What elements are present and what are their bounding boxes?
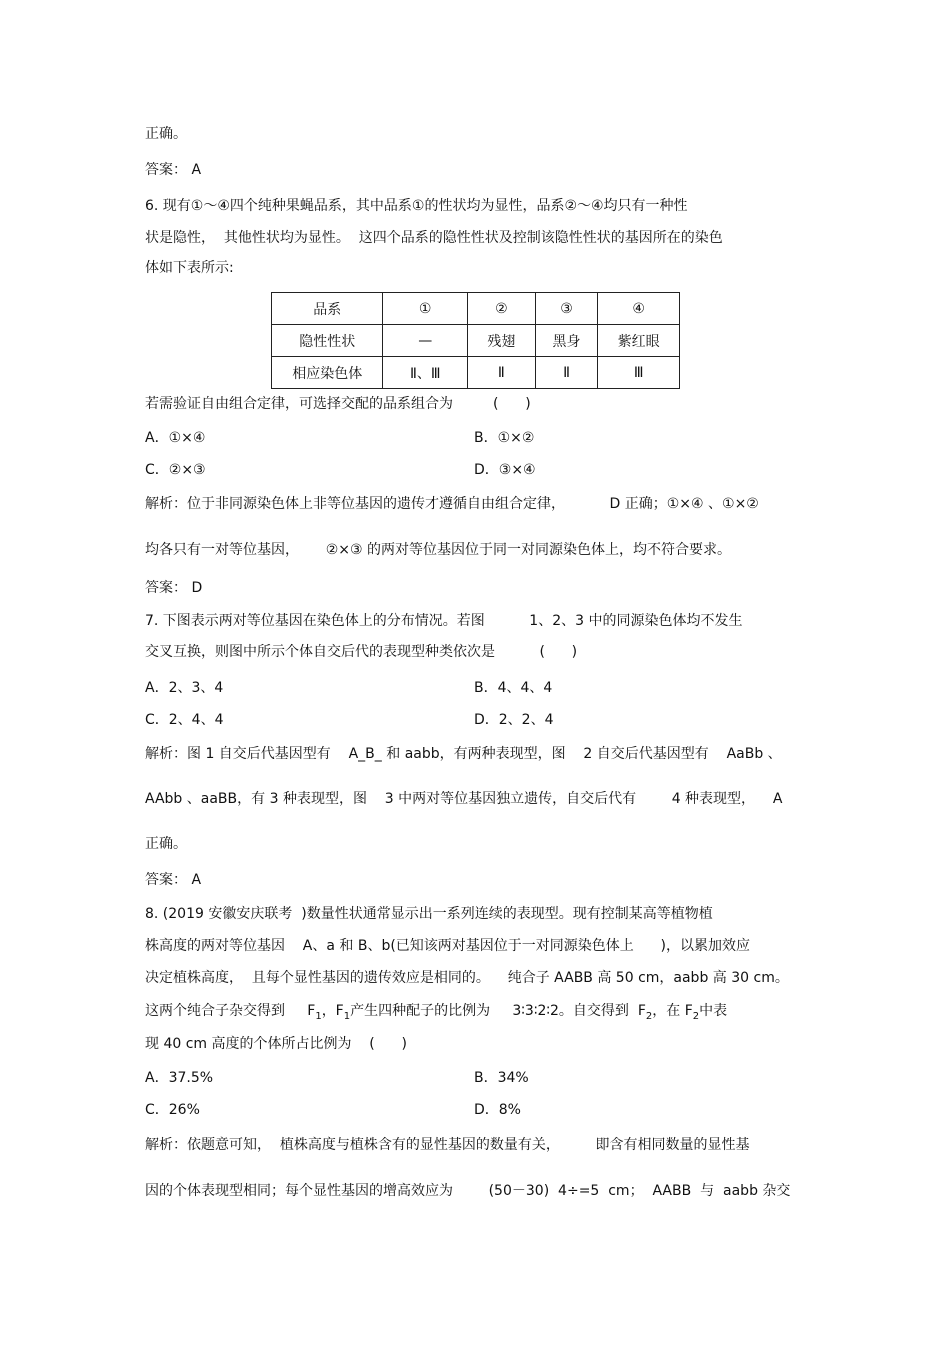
q7-line1: 7. 下图表示两对等位基因在染色体上的分布情况。若图 1、2、3 中的同源染色体均不发生 [145, 613, 743, 629]
table-header-cell: ① [383, 293, 468, 325]
table-header-row [272, 293, 680, 325]
table-row [272, 357, 680, 389]
q7-option-b: B．4、4、4 [474, 680, 553, 696]
q6-line1: 6. 现有①～④四个纯种果蝇品系，其中品系①的性状均为显性，品系②～④均只有一种性 [145, 198, 688, 214]
table-cell: 残翅 [468, 325, 536, 357]
answer-q5: 答案： A [145, 162, 202, 178]
table-header-cell: ② [468, 293, 536, 325]
table-cell: Ⅱ [468, 357, 536, 389]
q6-analysis-line2: 均各只有一对等位基因， ②×③ 的两对等位基因位于同一对同源染色体上，均不符合要求。 [145, 542, 731, 558]
table-row [272, 325, 680, 357]
q6-option-d: D．③×④ [474, 462, 536, 478]
q6-stem: 若需验证自由组合定律，可选择交配的品系组合为 ( ) [145, 396, 531, 412]
q7-answer: 答案： A [145, 872, 202, 888]
q6-option-c: C．②×③ [145, 462, 206, 478]
table-header-cell: 品系 [272, 293, 383, 325]
table-cell: 隐性性状 [272, 325, 383, 357]
subscript: 1 [343, 1010, 351, 1022]
q7-analysis-line2: AAbb 、aaBB，有 3 种表现型，图 3 中两对等位基因独立遗传，自交后代有 4 种表现型， A [145, 791, 783, 807]
q8-line1: 8. (2019 安徽安庆联考 )数量性状通常显示出一系列连续的表现型。现有控制某高等植物植 [145, 906, 713, 922]
q8-line4 [145, 1001, 727, 1027]
subscript: 2 [692, 1010, 700, 1022]
table-cell: 黑身 [535, 325, 598, 357]
table-cell: Ⅲ [598, 357, 680, 389]
q8-option-c: C．26% [145, 1102, 200, 1118]
q7-option-a: A．2、3、4 [145, 680, 224, 696]
q8-line4-part: 这两个纯合子杂交得到 F [145, 1003, 316, 1019]
q6-option-a: A．①×④ [145, 430, 206, 446]
q8-line4-part: 产生四种配子的比例为 3∶3∶2∶2。自交得到 F [350, 1003, 646, 1019]
q7-option-d: D．2、2、4 [474, 712, 554, 728]
table-cell: Ⅱ、Ⅲ [383, 357, 468, 389]
table-cell: 相应染色体 [272, 357, 383, 389]
q8-line4-part: ，F [321, 1003, 344, 1019]
q7-option-c: C．2、4、4 [145, 712, 224, 728]
q8-line5: 现 40 cm 高度的个体所占比例为 ( ) [145, 1036, 407, 1052]
q6-line2: 状是隐性， 其他性状均为显性。 这四个品系的隐性性状及控制该隐性性状的基因所在的染色 [145, 230, 723, 246]
q8-option-d: D．8% [474, 1102, 521, 1118]
q8-analysis-line1: 解析：依题意可知， 植株高度与植株含有的显性基因的数量有关， 即含有相同数量的显性基 [145, 1137, 750, 1153]
subscript: 1 [315, 1010, 322, 1022]
q6-answer: 答案： D [145, 580, 203, 596]
q8-option-b: B．34% [474, 1070, 529, 1086]
q6-option-b: B．①×② [474, 430, 535, 446]
table-cell: 紫红眼 [598, 325, 680, 357]
q8-line2: 株高度的两对等位基因 A、a 和 B、b(已知该两对基因位于一对同源染色体上 )，以累加效应 [145, 938, 750, 954]
q7-line2: 交叉互换，则图中所示个体自交后代的表现型种类依次是 ( ) [145, 644, 578, 660]
table-header-cell: ④ [598, 293, 680, 325]
continuation-text: 正确。 [145, 126, 187, 142]
q6-analysis-line1: 解析：位于非同源染色体上非等位基因的遗传才遵循自由组合定律， D 正确；①×④ 、①×② [145, 496, 759, 512]
q7-analysis-line3: 正确。 [145, 836, 187, 852]
q8-line4-part: ，在 F [652, 1003, 693, 1019]
q8-line3: 决定植株高度， 且每个显性基因的遗传效应是相同的。 纯合子 AABB 高 50 cm，aabb 高 30 cm。 [145, 970, 789, 986]
table-header-cell: ③ [535, 293, 598, 325]
q8-option-a: A．37.5% [145, 1070, 214, 1086]
table-cell: — [383, 325, 468, 357]
q8-line4-part: 中表 [699, 1003, 728, 1019]
q6-line3: 体如下表所示: [145, 260, 234, 276]
q7-analysis-line1: 解析：图 1 自交后代基因型有 A_B_ 和 aabb，有两种表现型，图 2 自交后代基因型有 AaBb 、 [145, 746, 782, 762]
strain-table [271, 292, 680, 389]
table-cell: Ⅱ [535, 357, 598, 389]
q8-analysis-line2: 因的个体表现型相同；每个显性基因的增高效应为 (50－30) 4÷=5 cm； AABB 与 aabb 杂交 [145, 1183, 791, 1199]
subscript: 2 [645, 1010, 653, 1022]
